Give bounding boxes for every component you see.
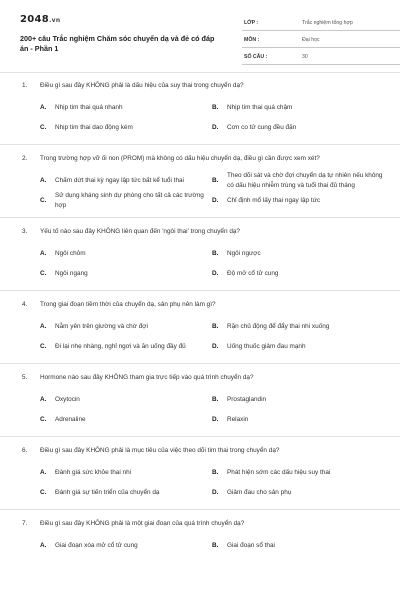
answer-option[interactable] — [40, 317, 212, 337]
document-title: 200+ câu Trắc nghiệm Chăm sóc chuyển dạ và đẻ có đáp án - Phần 1 — [20, 34, 215, 53]
question-divider — [0, 363, 400, 364]
answer-option[interactable] — [40, 244, 212, 264]
question-stem — [0, 518, 400, 530]
option-text: Chỉ định mổ lấy thai ngay lập tức — [227, 197, 321, 204]
answer-option[interactable] — [212, 463, 384, 483]
option-letter: B. — [212, 177, 219, 184]
question-divider — [0, 290, 400, 291]
option-letter: D. — [212, 343, 219, 350]
question-stem — [0, 80, 400, 92]
option-text: Độ mở cổ tử cung — [227, 270, 279, 277]
answer-option[interactable] — [212, 264, 384, 284]
answer-option[interactable] — [40, 337, 212, 357]
question-text: Yếu tố nào sau đây KHÔNG liên quan đến 'ngôi thai' trong chuyển dạ? — [40, 228, 240, 235]
question-number: 2. — [22, 155, 28, 162]
answer-option[interactable] — [40, 191, 212, 211]
option-letter: A. — [40, 104, 47, 111]
option-letter: B. — [212, 396, 219, 403]
answer-options — [0, 536, 400, 556]
question-text: Trong trường hợp vỡ ối non (PROM) mà không có dấu hiệu chuyển dạ, điều gì cần được xem xét? — [40, 155, 320, 162]
question-divider — [0, 144, 400, 145]
answer-option[interactable] — [212, 118, 384, 138]
meta-value: Đại học — [302, 37, 320, 43]
meta-row-count — [242, 50, 400, 65]
option-text: Oxytocin — [55, 396, 80, 403]
answer-option[interactable] — [40, 264, 212, 284]
question-number: 1. — [22, 82, 28, 89]
question-item — [0, 299, 400, 364]
meta-value: 30 — [302, 54, 308, 60]
option-letter: A. — [40, 542, 47, 549]
question-number: 4. — [22, 301, 28, 308]
option-letter: C. — [40, 416, 47, 423]
answer-option[interactable] — [212, 244, 384, 264]
option-letter: A. — [40, 469, 47, 476]
option-letter: B. — [212, 323, 219, 330]
question-number: 5. — [22, 374, 28, 381]
question-stem — [0, 299, 400, 311]
document-meta — [242, 16, 400, 67]
answer-option[interactable] — [212, 317, 384, 337]
option-text: Theo dõi sát và chờ đợi chuyển dạ tự nhiên nếu không có dấu hiệu nhiễm trùng và tuổi thai đủ tháng — [227, 172, 383, 189]
answer-option[interactable] — [40, 98, 212, 118]
option-text: Ngôi ngang — [55, 270, 88, 277]
option-text: Ngôi chỏm — [55, 250, 86, 257]
option-text: Ngôi ngược — [227, 250, 261, 257]
answer-options — [0, 98, 400, 138]
question-stem — [0, 372, 400, 384]
option-letter: D. — [212, 416, 219, 423]
option-letter: A. — [40, 250, 47, 257]
option-text: Chấm dứt thai kỳ ngay lập tức bất kể tuổi thai — [55, 177, 184, 184]
option-letter: A. — [40, 396, 47, 403]
option-text: Adrenaline — [55, 416, 86, 423]
header-divider — [0, 72, 400, 73]
question-text: Điều gì sau đây KHÔNG phải là một giai đoạn của quá trình chuyển dạ? — [40, 520, 245, 527]
document-header — [20, 14, 380, 62]
option-letter: A. — [40, 323, 47, 330]
answer-options — [0, 244, 400, 284]
question-item — [0, 80, 400, 145]
question-item — [0, 226, 400, 291]
option-letter: C. — [40, 124, 47, 131]
option-letter: D. — [212, 124, 219, 131]
answer-option[interactable] — [40, 483, 212, 503]
option-text: Đánh giá sự tiến triển của chuyển dạ — [55, 489, 160, 496]
meta-value: Trắc nghiệm tổng hợp — [302, 20, 353, 26]
option-letter: A. — [40, 177, 47, 184]
option-letter: B. — [212, 250, 219, 257]
question-item — [0, 153, 400, 218]
question-item — [0, 518, 400, 556]
question-list — [0, 80, 400, 556]
question-divider — [0, 217, 400, 218]
question-divider — [0, 509, 400, 510]
option-text: Giai đoạn xóa mở cổ tử cung — [55, 542, 138, 549]
option-letter: C. — [40, 489, 47, 496]
answer-option[interactable] — [212, 337, 384, 357]
answer-options — [0, 317, 400, 357]
question-item — [0, 445, 400, 510]
question-stem — [0, 153, 400, 165]
option-letter: B. — [212, 542, 219, 549]
meta-row-class — [242, 16, 400, 31]
option-text: Phát hiện sớm các dấu hiệu suy thai — [227, 469, 331, 476]
option-letter: D. — [212, 489, 219, 496]
option-text: Prostaglandin — [227, 396, 267, 403]
meta-key: LỚP : — [244, 20, 259, 26]
answer-option[interactable] — [40, 410, 212, 430]
answer-option[interactable] — [40, 463, 212, 483]
question-item — [0, 372, 400, 437]
option-text: Nhịp tim thai dao động kém — [55, 124, 133, 131]
option-text: Cơn co tử cung đều đặn — [227, 124, 297, 131]
option-letter: C. — [40, 270, 47, 277]
answer-option[interactable] — [40, 390, 212, 410]
question-text: Điều gì sau đây KHÔNG phải là mục tiêu của việc theo dõi tim thai trong chuyển dạ? — [40, 447, 280, 454]
answer-option[interactable] — [40, 118, 212, 138]
option-text: Nằm yên trên giường và chờ đợi — [55, 323, 148, 330]
answer-option[interactable] — [212, 191, 384, 211]
answer-option[interactable] — [40, 536, 212, 556]
option-text: Relaxin — [227, 416, 249, 423]
answer-options — [0, 463, 400, 503]
option-text: Uống thuốc giảm đau mạnh — [227, 343, 306, 350]
question-text: Điều gì sau đây KHÔNG phải là dấu hiệu của suy thai trong chuyển dạ? — [40, 82, 244, 89]
option-text: Nhịp tim thai quá nhanh — [55, 104, 123, 111]
option-letter: C. — [40, 343, 47, 350]
meta-key: SỐ CÂU : — [244, 54, 268, 60]
question-number: 6. — [22, 447, 28, 454]
question-stem — [0, 445, 400, 457]
answer-option[interactable] — [212, 171, 384, 191]
question-stem — [0, 226, 400, 238]
question-number: 7. — [22, 520, 28, 527]
answer-option[interactable] — [212, 98, 384, 118]
question-number: 3. — [22, 228, 28, 235]
answer-option[interactable] — [212, 390, 384, 410]
option-text: Nhịp tim thai quá chậm — [227, 104, 293, 111]
answer-option[interactable] — [212, 410, 384, 430]
answer-option[interactable] — [212, 483, 384, 503]
option-letter: C. — [40, 197, 47, 204]
option-text: Giảm đau cho sản phụ — [227, 489, 292, 496]
site-logo[interactable] — [20, 14, 60, 25]
answer-options — [0, 390, 400, 430]
answer-options — [0, 171, 400, 211]
question-text: Trong giai đoạn tiềm thời của chuyển dạ, sản phụ nên làm gì? — [40, 301, 216, 308]
option-text: Đánh giá sức khỏe thai nhi — [55, 469, 132, 476]
answer-option[interactable] — [40, 171, 212, 191]
meta-row-subject — [242, 33, 400, 48]
meta-key: MÔN : — [244, 37, 260, 43]
option-letter: B. — [212, 104, 219, 111]
answer-option[interactable] — [212, 536, 384, 556]
option-letter: D. — [212, 197, 219, 204]
logo-main: 2048 — [20, 14, 50, 25]
question-divider — [0, 436, 400, 437]
question-text: Hormone nào sau đây KHÔNG tham gia trực tiếp vào quá trình chuyển dạ? — [40, 374, 254, 381]
option-letter: B. — [212, 469, 219, 476]
option-letter: D. — [212, 270, 219, 277]
option-text: Đi lại nhẹ nhàng, nghỉ ngơi và ăn uống đầy đủ — [55, 343, 186, 350]
logo-suffix: .vn — [49, 17, 61, 24]
option-text: Rặn chủ động để đẩy thai nhi xuống — [227, 323, 330, 330]
option-text: Sử dụng kháng sinh dự phòng cho tất cả các trường hợp — [55, 192, 204, 209]
option-text: Giai đoạn sổ thai — [227, 542, 275, 549]
